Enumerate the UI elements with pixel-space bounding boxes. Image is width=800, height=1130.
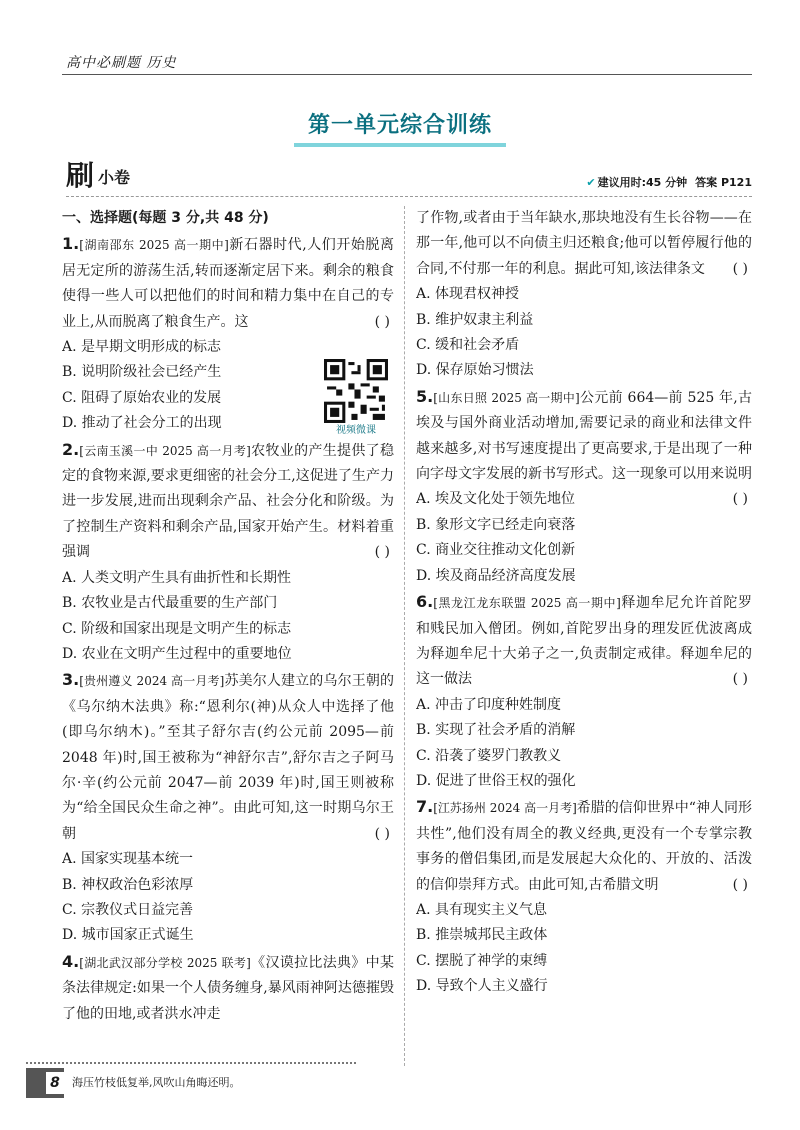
option-b: B. 农牧业是古代最重要的生产部门 xyxy=(62,595,278,612)
running-header xyxy=(62,52,752,78)
option-d: D. 农业在文明产生过程中的重要地位 xyxy=(62,645,292,662)
question-4-continued xyxy=(416,206,752,384)
question-source: [湖南邵东 2025 高一期中] xyxy=(79,238,229,253)
qr-label: 视频微课 xyxy=(336,425,376,437)
question-source: [黑龙江龙东联盟 2025 高一期中] xyxy=(433,596,621,611)
question-3 xyxy=(62,667,394,948)
left-column xyxy=(62,206,394,1027)
option-c: C. 缓和社会矛盾 xyxy=(416,337,520,354)
answer-paren: ( ) xyxy=(374,825,390,842)
page-number: 8 xyxy=(46,1072,64,1094)
option-d: D. 促进了世俗王权的强化 xyxy=(416,772,576,789)
answer-paren: ( ) xyxy=(732,671,748,688)
question-stem xyxy=(62,437,394,566)
question-number: 5. xyxy=(416,386,434,406)
question-number: 6. xyxy=(416,592,434,612)
option-a: A. 冲击了印度种姓制度 xyxy=(416,696,562,713)
question-stem xyxy=(416,794,752,898)
section-heading: 一、选择题(每题 3 分,共 48 分) xyxy=(62,210,269,226)
answer-paren: ( ) xyxy=(374,313,390,330)
option-d: D. 保存原始习惯法 xyxy=(416,362,534,379)
question-text-part-2: 了作物,或者由于当年缺水,那块地没有生长谷物——在那一年,他可以不向债主归还粮食;他可以暂停履行他的合同,不付那一年的利息。据此可知,该法律条文 xyxy=(416,210,752,277)
option-d: D. 城市国家正式诞生 xyxy=(62,927,194,944)
question-6 xyxy=(416,589,752,794)
option-b: B. 说明阶级社会已经产生 xyxy=(62,364,222,381)
question-stem xyxy=(62,667,394,847)
qr-code[interactable] xyxy=(324,359,388,443)
question-number: 1. xyxy=(62,234,80,254)
question-source: [江苏扬州 2024 高一月考] xyxy=(433,801,577,816)
check-icon: ✔ xyxy=(586,176,596,189)
question-4-start xyxy=(62,949,394,1027)
option-a: A. 国家实现基本统一 xyxy=(62,851,194,868)
column-divider xyxy=(404,206,405,1066)
option-a: A. 埃及文化处于领先地位 xyxy=(416,491,576,508)
question-number: 4. xyxy=(62,951,80,971)
question-stem xyxy=(62,231,394,335)
option-d: D. 埃及商品经济高度发展 xyxy=(416,567,576,584)
option-c: C. 商业交往推动文化创新 xyxy=(416,542,576,559)
question-stem xyxy=(416,589,752,693)
question-source: [湖北武汉部分学校 2025 联考] xyxy=(79,955,251,970)
question-source: [云南玉溪一中 2025 高一月考] xyxy=(79,443,251,458)
option-a: A. 是早期文明形成的标志 xyxy=(62,339,222,356)
question-1 xyxy=(62,231,394,436)
option-b: B. 推崇城邦民主政体 xyxy=(416,927,548,944)
question-stem xyxy=(62,949,394,1027)
unit-title-text: 第一单元综合训练 xyxy=(294,108,506,147)
unit-title xyxy=(0,108,800,147)
option-b: B. 象形文字已经走向衰落 xyxy=(416,516,576,533)
answer-paren: ( ) xyxy=(732,491,748,508)
footer-motto: 海压竹枝低复举,风吹山角晦还明。 xyxy=(72,1076,241,1089)
question-text: 公元前 664—前 525 年,古埃及与国外商业活动增加,需要记录的商业和法律文件越来越多,对书写速度提出了更高要求,于是出现了一种向字母文字发展的新书写形式。这一现象可以用来说明 xyxy=(416,389,752,483)
option-a: A. 人类文明产生具有曲折性和长期性 xyxy=(62,569,292,586)
answer-paren: ( ) xyxy=(374,544,390,561)
top-divider xyxy=(66,196,752,197)
badge-small-text: 小卷 xyxy=(98,168,131,187)
option-c: C. 摆脱了神学的束缚 xyxy=(416,952,548,969)
header-rule xyxy=(62,74,752,75)
qr-code-icon xyxy=(324,359,388,423)
right-column xyxy=(416,206,752,1000)
suggested-time xyxy=(586,176,752,190)
question-2 xyxy=(62,437,394,668)
option-b: B. 维护奴隶主利益 xyxy=(416,311,534,328)
option-b: B. 实现了社会矛盾的消解 xyxy=(416,722,576,739)
question-number: 7. xyxy=(416,797,434,817)
question-stem xyxy=(416,206,752,282)
option-c: C. 宗教仪式日益完善 xyxy=(62,901,194,918)
question-text: 新石器时代,人们开始脱离居无定所的游荡生活,转而逐渐定居下来。剩余的粮食使得一些人可以把他们的时间和精力集中在自己的专业上,从而脱离了粮食生产。这 xyxy=(62,237,394,330)
suggested-time-text: 建议用时:45 分钟 xyxy=(597,176,688,189)
answer-paren: ( ) xyxy=(732,876,748,893)
answer-paren: ( ) xyxy=(732,260,748,277)
footer-dotted-rule xyxy=(26,1062,356,1064)
question-7 xyxy=(416,794,752,999)
option-d: D. 导致个人主义盛行 xyxy=(416,978,548,995)
question-text: 希腊的信仰世界中“神人同形共性”,他们没有周全的教义经典,更没有一个专掌宗教事务的僧侣集团,而是发展起大众化的、开放的、活泼的信仰崇拜方式。由此可知,古希腊文明 xyxy=(416,800,752,893)
question-text-part-1: 《汉谟拉比法典》中某条法律规定:如果一个人债务缠身,暴风雨神阿达德摧毁了他的田地,或者洪水冲走 xyxy=(62,954,394,1022)
option-a: A. 具有现实主义气息 xyxy=(416,901,548,918)
question-text: 释迦牟尼允许首陀罗和贱民加入僧团。例如,首陀罗出身的理发匠优波离成为释迦牟尼十大弟子之一,负责制定戒律。释迦牟尼的这一做法 xyxy=(416,595,752,688)
option-c: C. 阶级和国家出现是文明产生的标志 xyxy=(62,620,292,637)
option-c: C. 沿袭了婆罗门教教义 xyxy=(416,747,562,764)
question-text: 苏美尔人建立的乌尔王朝的《乌尔纳木法典》称:“恩利尔(神)从众人中选择了他(即乌尔纳木)。”至其子舒尔吉(约公元前 2095—前 2048 年)时,国王被称为“神舒尔吉”,舒尔吉之子阿马尔·辛(约公元前 2047—前 2039 年)时,国王则被称为“给全国民众生命之神”。由此可知,这一时期乌尔王朝 xyxy=(62,673,394,842)
answer-page-ref: 答案 P121 xyxy=(695,176,752,189)
badge-big-char: 刷 xyxy=(66,159,95,192)
option-c: C. 阻碍了原始农业的发展 xyxy=(62,389,222,406)
question-5 xyxy=(416,384,752,589)
question-number: 3. xyxy=(62,670,80,690)
question-text: 农牧业的产生提供了稳定的食物来源,要求更细密的社会分工,这促进了生产力进一步发展,进而出现剩余产品、社会分化和阶级。为了控制生产资料和剩余产品,国家开始产生。材料着重强调 xyxy=(62,442,394,561)
option-a: A. 体现君权神授 xyxy=(416,286,520,303)
question-source: [贵州遵义 2024 高一月考] xyxy=(79,674,225,689)
question-source: [山东日照 2025 高一期中] xyxy=(433,390,580,405)
question-number: 2. xyxy=(62,439,80,459)
option-b: B. 神权政治色彩浓厚 xyxy=(62,876,194,893)
option-d: D. 推动了社会分工的出现 xyxy=(62,415,222,432)
page-footer xyxy=(26,1068,356,1098)
header-text: 高中必刷题 历史 xyxy=(66,55,177,71)
